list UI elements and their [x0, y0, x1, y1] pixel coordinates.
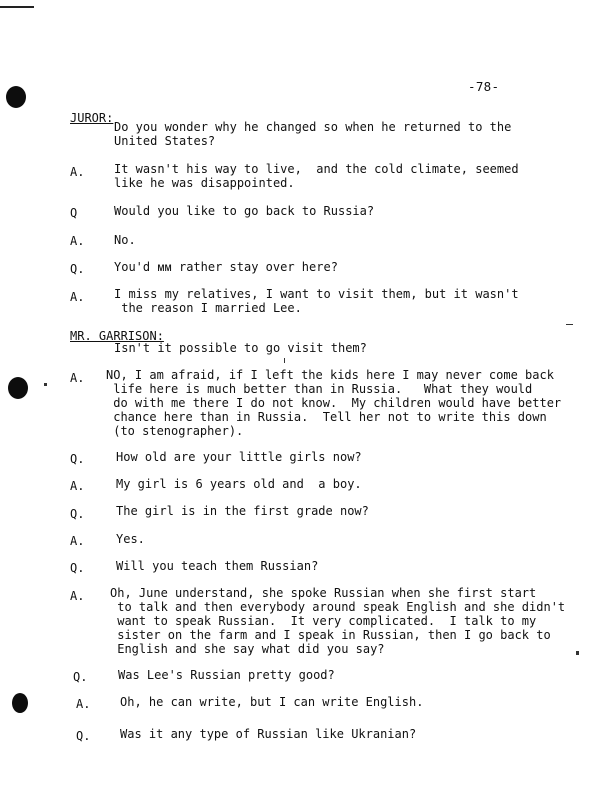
- question-label: Q.: [73, 670, 88, 684]
- question-text: The girl is in the first grade now?: [116, 504, 369, 518]
- binder-hole-top: [6, 86, 26, 108]
- speck: [44, 383, 47, 386]
- question-label: Q.: [70, 262, 85, 276]
- answer-text: Yes.: [116, 532, 145, 546]
- answer-label: A.: [70, 234, 85, 248]
- answer-text: My girl is 6 years old and a boy.: [116, 477, 362, 491]
- answer-text: No.: [114, 233, 136, 247]
- answer-label: A.: [70, 371, 85, 385]
- answer-label: A.: [70, 290, 85, 304]
- answer-text: Oh, he can write, but I can write English.: [120, 695, 424, 709]
- question-text: Was it any type of Russian like Ukranian?: [120, 727, 417, 741]
- question-text: Would you like to go back to Russia?: [114, 204, 375, 218]
- answer-label: A.: [70, 534, 85, 548]
- answer-text: It wasn't his way to live, and the cold climate, seemed like he was disappointed.: [114, 162, 519, 190]
- question-label: Q.: [70, 507, 85, 521]
- speck: [566, 324, 573, 325]
- question-text: Was Lee's Russian pretty good?: [118, 668, 335, 682]
- question-text: Do you wonder why he changed so when he returned to the United States?: [114, 120, 512, 148]
- answer-label: A.: [76, 697, 91, 711]
- binder-hole-middle: [8, 377, 28, 399]
- page-number: -78-: [468, 79, 500, 94]
- question-label: Q.: [70, 452, 85, 466]
- answer-label: A.: [70, 165, 85, 179]
- speaker-label-garrison: MR. GARRISON:: [70, 329, 164, 343]
- binder-hole-bottom: [12, 693, 28, 713]
- answer-text: Oh, June understand, she spoke Russian when she first start to talk and then everybody around speak English and she didn't want to speak Russian. It very complicated. I talk to my sister on the farm and I speak in Russian, then I go back to English and she say what did you say?: [110, 586, 566, 656]
- question-label: Q.: [70, 561, 85, 575]
- question-text: Isn't it possible to go visit them?: [114, 341, 367, 355]
- question-label: Q: [70, 206, 78, 220]
- answer-label: A.: [70, 479, 85, 493]
- question-text: You'd ᴍᴍ rather stay over here?: [114, 260, 338, 274]
- answer-text: I miss my relatives, I want to visit them, but it wasn't the reason I married Lee.: [114, 287, 519, 315]
- speaker-label-juror: JUROR:: [70, 111, 114, 125]
- question-text: Will you teach them Russian?: [116, 559, 319, 573]
- question-text: How old are your little girls now?: [116, 450, 362, 464]
- speck: [284, 358, 285, 363]
- answer-label: A.: [70, 589, 85, 603]
- corner-mark: [0, 6, 34, 8]
- answer-text: NO, I am afraid, if I left the kids here I may never come back life here is much better than in Russia. What they would do with me there I do not know. My children would have better chance here than in Russia. Tell her not to write this down (to stenographer).: [106, 368, 562, 438]
- question-label: Q.: [76, 729, 91, 743]
